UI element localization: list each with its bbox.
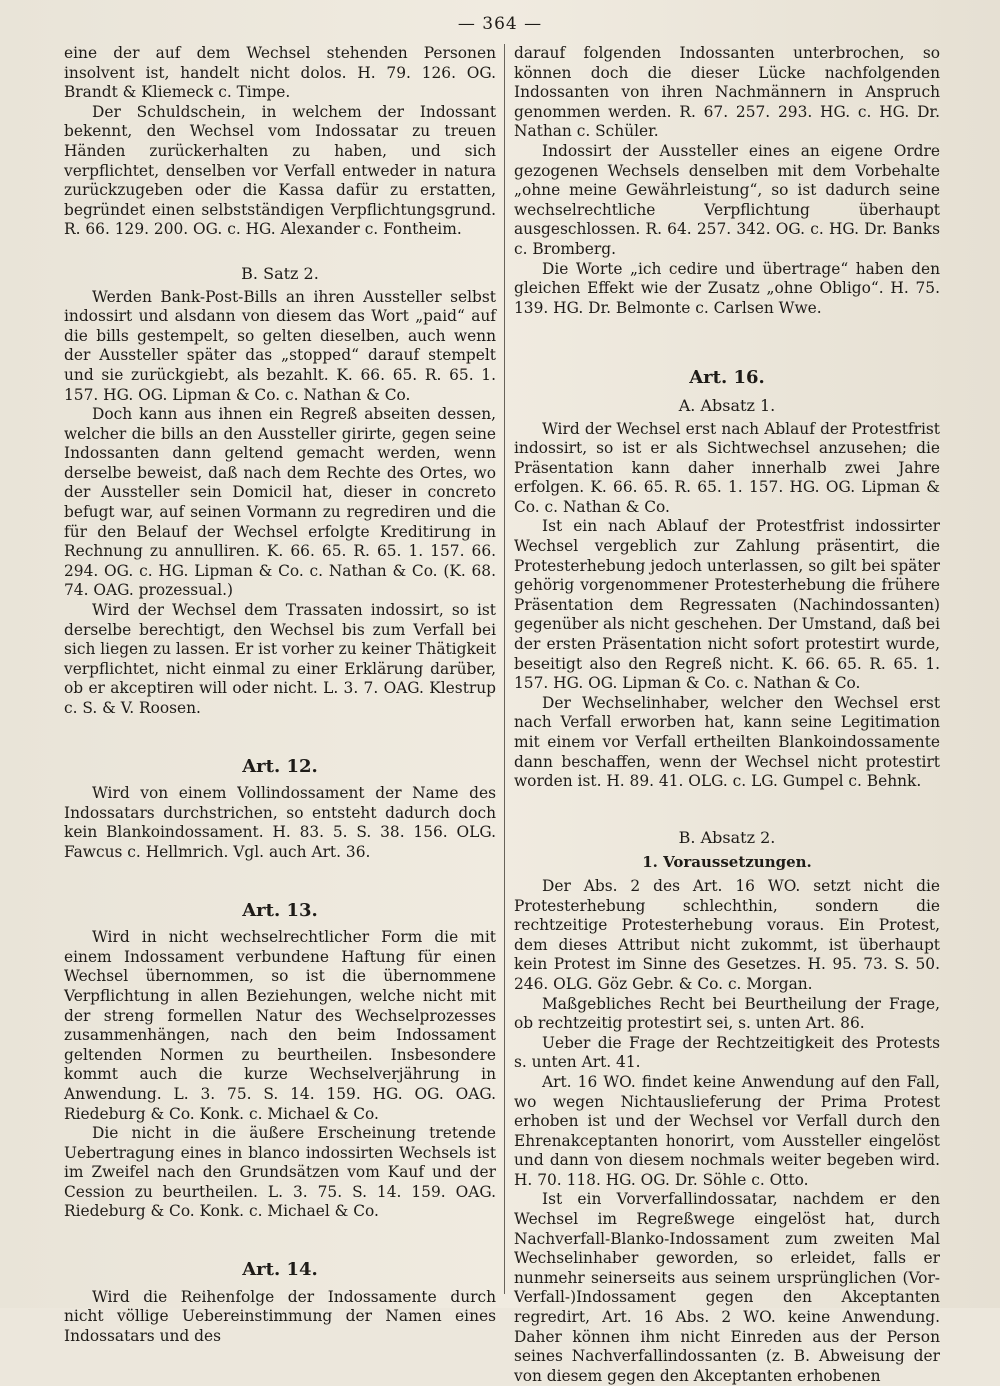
paragraph: Art. 16 WO. findet keine Anwendung auf den Fall, wo wegen Nichtauslieferung der Prima Protest erhoben ist und der Wechsel vor Verfall durch den Ehrenakceptanten honorirt, vom Aussteller eingelöst und dann von diesem nochmals weiter begeben wird. H. 70. 118. HG. OG. Dr. Söhle c. Otto.	[514, 1072, 940, 1189]
paragraph: Maßgebliches Recht bei Beurtheilung der Frage, ob rechtzeitig protestirt sei, s. unten Art. 86.	[514, 994, 940, 1033]
paragraph: Ist ein Vorverfallindossatar, nachdem er den Wechsel im Regreßwege eingelöst hat, durch Nachverfall-Blanko-Indossament zum zweiten Mal Wechselinhaber geworden, so erleidet, falls er nunmehr seinerseits aus seinem ursprünglichen (Vor-Verfall-)Indossament gegen den Akceptanten regredirt, Art. 16 Abs. 2 WO. keine Anwendung. Daher können ihm nicht Einreden aus der Person seines Nachverfallindossanten (z. B. Abweisung der von diesem gegen den Akceptanten erhobenen	[514, 1190, 940, 1385]
right-column	[514, 44, 940, 1385]
paragraph: darauf folgenden Indossanten unterbrochen, so können doch die dieser Lücke nachfolgenden Indossanten von ihren Nachmännern in Anspruch genommen werden. R. 67. 257. 293. HG. c. HG. Dr. Nathan c. Schüler.	[514, 44, 940, 141]
page-number: — 364 —	[457, 14, 543, 34]
subsection-heading: B. Satz 2.	[241, 263, 319, 283]
spacer	[64, 863, 496, 881]
spacer	[514, 318, 940, 348]
paragraph: eine der auf dem Wechsel stehenden Personen insolvent ist, handelt nicht dolos. H. 79. 126. OG. Brandt & Kliemeck c. Timpe.	[64, 44, 496, 102]
paragraph: Die nicht in die äußere Erscheinung tretende Uebertragung eines in blanco indossirten Wechsels ist im Zweifel nach den Grundsätzen vom Kauf und der Cession zu beurtheilen. L. 3. 75. S. 14. 159. OAG. Riedeburg & Co. Konk. c. Michael & Co.	[64, 1124, 496, 1221]
paragraph: Werden Bank-Post-Bills an ihren Aussteller selbst indossirt und alsdann von diesem das Wort „paid“ auf die bills gestempelt, so gelten dieselben, auch wenn der Aussteller später das „stopped“ darauf stempelt und sie zurückgiebt, als bezahlt. K. 66. 65. R. 65. 1. 157. HG. OG. Lipman & Co. c. Nathan & Co.	[64, 287, 496, 404]
paragraph: Indossirt der Aussteller eines an eigene Ordre gezogenen Wechsels denselben mit dem Vorbehalte „ohne meine Gewährleistung“, so ist dadurch seine wechselrechtliche Verpflichtung überhaupt ausgeschlossen. R. 64. 257. 342. OG. c. HG. Dr. Banks c. Bromberg.	[514, 141, 940, 258]
paragraph: Der Wechselinhaber, welcher den Wechsel erst nach Verfall erworben hat, kann seine Legitimation mit einem vor Verfall ertheilten Blankoindossamente dann beschaffen, wenn der Wechsel nicht protestirt worden ist. H. 89. 41. OLG. c. LG. Gumpel c. Behnk.	[514, 693, 940, 791]
paragraph: Wird in nicht wechselrechtlicher Form die mit einem Indossament verbundene Haftung für einen Wechsel übernommen, so ist die übernommene Verpflichtung in allen Beziehungen, welche nicht mit der streng formellen Natur des Wechselprozesses zusammenhängen, nach den beim Indossament geltenden Normen zu beurtheilen. Insbesondere kommt auch die kurze Wechselverjährung in Anwendung. L. 3. 75. S. 14. 159. HG. OG. OAG. Riedeburg & Co. Konk. c. Michael & Co.	[64, 928, 496, 1123]
paragraph: Der Abs. 2 des Art. 16 WO. setzt nicht die Protesterhebung schlechthin, sondern die rechtzeitige Protesterhebung voraus. Ein Protest, dem dieses Attribut nicht zukommt, ist überhaupt kein Protest im Sinne des Gesetzes. H. 95. 73. S. 50. 246. OLG. Göz Gebr. & Co. c. Morgan.	[514, 876, 940, 993]
paragraph: Der Schuldschein, in welchem der Indossant bekennt, den Wechsel vom Indossatar zu treuen Händen zurückerhalten zu haben, und sich verpflichtet, denselben vor Verfall entweder in natura zurückzugeben oder die Kassa dafür zu erstatten, begründet einen selbstständigen Verpflichtungsgrund. R. 66. 129. 200. OG. c. HG. Alexander c. Fontheim.	[64, 102, 496, 239]
article-heading: Art. 14.	[242, 1259, 318, 1281]
paragraph: Ueber die Frage der Rechtzeitigkeit des Protests s. unten Art. 41.	[514, 1033, 940, 1072]
spacer	[64, 240, 496, 258]
column-divider	[504, 44, 505, 1294]
paragraph: Ist ein nach Ablauf der Protestfrist indossirter Wechsel vergeblich zur Zahlung präsentirt, die Protesterhebung jedoch unterlassen, so gilt bei später gehörig vorgenommener Protesterhebung die frühere Präsentation dem Regressaten (Nachindossanten) gegenüber als nicht geschehen. Der Umstand, daß bei der ersten Präsentation nicht sofort protestirt wurde, beseitigt also den Regreß nicht. K. 66. 65. R. 65. 1. 157. HG. OG. Lipman & Co. c. Nathan & Co.	[514, 517, 940, 693]
left-column	[64, 44, 496, 1345]
article-heading: Art. 16.	[689, 367, 765, 389]
paragraph: Wird der Wechsel erst nach Ablauf der Protestfrist indossirt, so ist er als Sichtwechsel anzusehen; die Präsentation kann daher innerhalb zwei Jahre erfolgen. K. 66. 65. R. 65. 1. 157. HG. OG. Lipman & Co. c. Nathan & Co.	[514, 419, 940, 516]
spacer	[64, 719, 496, 737]
spacer	[64, 1222, 496, 1240]
paragraph: Wird die Reihenfolge der Indossamente durch nicht völlige Uebereinstimmung der Namen eines Indossatars und des	[64, 1287, 496, 1345]
article-heading: Art. 12.	[242, 755, 318, 777]
paragraph: Doch kann aus ihnen ein Regreß abseiten dessen, welcher die bills an den Aussteller girirte, gegen seine Indossanten dann geltend gemacht werden, wenn derselbe beweist, daß nach dem Rechte des Ortes, wo der Aussteller sein Domicil hat, dieser in concreto befugt war, auf seinen Vormann zu regrediren und die für den Belauf der Wechsel erfolgte Kreditirung in Rechnung zu annulliren. K. 66. 65. R. 65. 1. 157. 66. 294. OG. c. HG. Lipman & Co. c. Nathan & Co. (K. 68. 74. OAG. prozessual.)	[64, 405, 496, 600]
subsection-heading: B. Absatz 2.	[678, 827, 776, 847]
spacer	[514, 792, 940, 822]
article-heading: Art. 13.	[242, 899, 318, 921]
paragraph: Wird der Wechsel dem Trassaten indossirt, so ist derselbe berechtigt, den Wechsel bis zum Verfall bei sich liegen zu lassen. Er ist vorher zu keiner Thätigkeit verpflichtet, nicht einmal zu einer Erklärung darüber, ob er akceptiren will oder nicht. L. 3. 7. OAG. Klestrup c. S. & V. Roosen.	[64, 601, 496, 717]
paragraph: Die Worte „ich cedire und übertrage“ haben den gleichen Effekt wie der Zusatz „ohne Obligo“. H. 75. 139. HG. Dr. Belmonte c. Carlsen Wwe.	[514, 259, 940, 317]
sub-subsection-heading: 1. Voraussetzungen.	[642, 853, 812, 872]
subsection-heading: A. Absatz 1.	[678, 395, 776, 415]
paragraph: Wird von einem Vollindossament der Name des Indossatars durchstrichen, so entsteht dadurch doch kein Blankoindossament. H. 83. 5. S. 38. 156. OLG. Fawcus c. Hellmrich. Vgl. auch Art. 36.	[64, 784, 496, 861]
